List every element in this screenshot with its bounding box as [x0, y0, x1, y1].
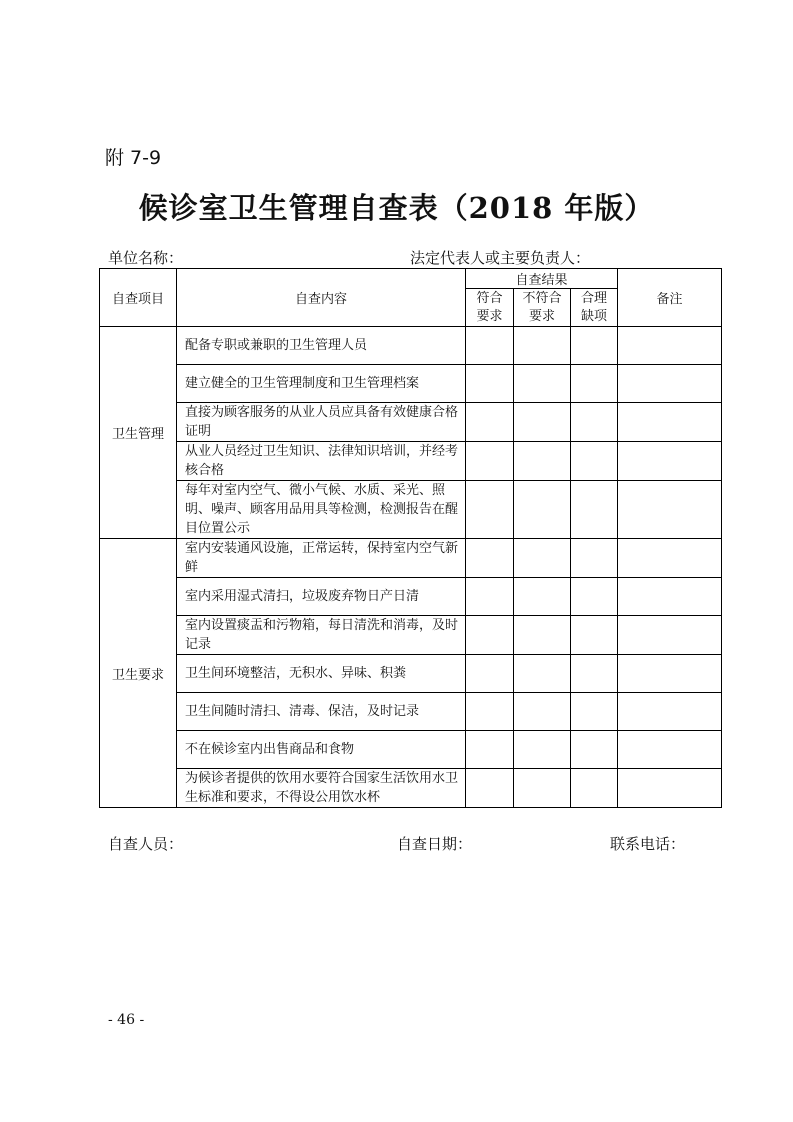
conform-cell[interactable]	[466, 403, 514, 442]
contact-phone-label: 联系电话：	[610, 835, 686, 853]
nonconform-cell[interactable]	[514, 578, 571, 616]
conform-cell[interactable]	[466, 481, 514, 539]
conform-cell[interactable]	[466, 731, 514, 769]
conform-cell[interactable]	[466, 655, 514, 693]
reasonable-missing-cell[interactable]	[571, 655, 618, 693]
nonconform-cell[interactable]	[514, 442, 571, 481]
conform-cell[interactable]	[466, 616, 514, 655]
header-result: 自查结果	[466, 269, 618, 289]
header-reasonable-missing: 合理缺项	[580, 290, 607, 324]
header-nonconform: 不符合要求	[522, 290, 562, 324]
inspection-item: 配备专职或兼职的卫生管理人员	[177, 327, 466, 365]
header-item: 自查项目	[100, 269, 177, 327]
remarks-cell[interactable]	[618, 769, 722, 808]
appendix-label: 附 7-9	[105, 147, 162, 169]
inspection-item: 建立健全的卫生管理制度和卫生管理档案	[177, 365, 466, 403]
remarks-cell[interactable]	[618, 442, 722, 481]
representative-label: 法定代表人或主要负责人：	[410, 249, 591, 267]
conform-cell[interactable]	[466, 769, 514, 808]
section-name: 卫生要求	[100, 539, 177, 808]
inspection-item: 从业人员经过卫生知识、法律知识培训，并经考核合格	[177, 442, 466, 481]
reasonable-missing-cell[interactable]	[571, 442, 618, 481]
nonconform-cell[interactable]	[514, 616, 571, 655]
inspection-item: 直接为顾客服务的从业人员应具备有效健康合格证明	[177, 403, 466, 442]
conform-cell[interactable]	[466, 693, 514, 731]
nonconform-cell[interactable]	[514, 365, 571, 403]
table-row	[100, 616, 722, 655]
table-row	[100, 693, 722, 731]
remarks-cell[interactable]	[618, 578, 722, 616]
nonconform-cell[interactable]	[514, 327, 571, 365]
header-content: 自查内容	[177, 269, 466, 327]
table-row	[100, 578, 722, 616]
remarks-cell[interactable]	[618, 655, 722, 693]
self-inspection-table	[99, 268, 722, 808]
inspection-item: 室内采用湿式清扫，垃圾废弃物日产日清	[177, 578, 466, 616]
nonconform-cell[interactable]	[514, 481, 571, 539]
table-row	[100, 481, 722, 539]
inspection-item: 室内安装通风设施，正常运转，保持室内空气新鲜	[177, 539, 466, 578]
reasonable-missing-cell[interactable]	[571, 578, 618, 616]
inspection-date-label: 自查日期：	[397, 835, 473, 853]
remarks-cell[interactable]	[618, 481, 722, 539]
table-row	[100, 403, 722, 442]
reasonable-missing-cell[interactable]	[571, 731, 618, 769]
conform-cell[interactable]	[466, 539, 514, 578]
table-header-row	[100, 269, 722, 289]
reasonable-missing-cell[interactable]	[571, 539, 618, 578]
table-row	[100, 365, 722, 403]
reasonable-missing-cell[interactable]	[571, 769, 618, 808]
reasonable-missing-cell[interactable]	[571, 481, 618, 539]
section-name: 卫生管理	[100, 327, 177, 539]
nonconform-cell[interactable]	[514, 403, 571, 442]
table-row	[100, 442, 722, 481]
header-remarks: 备注	[618, 269, 722, 327]
unit-name-label: 单位名称：	[108, 249, 184, 267]
remarks-cell[interactable]	[618, 731, 722, 769]
reasonable-missing-cell[interactable]	[571, 616, 618, 655]
conform-cell[interactable]	[466, 442, 514, 481]
table-row	[100, 769, 722, 808]
inspection-item: 室内设置痰盂和污物箱，每日清洗和消毒，及时记录	[177, 616, 466, 655]
remarks-cell[interactable]	[618, 365, 722, 403]
nonconform-cell[interactable]	[514, 769, 571, 808]
reasonable-missing-cell[interactable]	[571, 693, 618, 731]
inspection-item: 卫生间随时清扫、清毒、保洁，及时记录	[177, 693, 466, 731]
header-conform: 符合要求	[476, 290, 503, 324]
page-number: - 46 -	[108, 1012, 145, 1028]
remarks-cell[interactable]	[618, 616, 722, 655]
nonconform-cell[interactable]	[514, 539, 571, 578]
inspection-item: 不在候诊室内出售商品和食物	[177, 731, 466, 769]
reasonable-missing-cell[interactable]	[571, 365, 618, 403]
nonconform-cell[interactable]	[514, 655, 571, 693]
conform-cell[interactable]	[466, 327, 514, 365]
nonconform-cell[interactable]	[514, 693, 571, 731]
reasonable-missing-cell[interactable]	[571, 403, 618, 442]
remarks-cell[interactable]	[618, 693, 722, 731]
inspection-item: 为候诊者提供的饮用水要符合国家生活饮用水卫生标准和要求，不得设公用饮水杯	[177, 769, 466, 808]
reasonable-missing-cell[interactable]	[571, 327, 618, 365]
table-row	[100, 655, 722, 693]
nonconform-cell[interactable]	[514, 731, 571, 769]
conform-cell[interactable]	[466, 578, 514, 616]
inspection-item: 每年对室内空气、微小气候、水质、采光、照明、噪声、顾客用品用具等检测，检测报告在醒目位置公示	[177, 481, 466, 539]
inspector-label: 自查人员：	[108, 835, 184, 853]
inspection-item: 卫生间环境整洁，无积水、异味、积粪	[177, 655, 466, 693]
page-title: 候诊室卫生管理自查表（2018 年版）	[138, 191, 655, 225]
remarks-cell[interactable]	[618, 403, 722, 442]
remarks-cell[interactable]	[618, 539, 722, 578]
remarks-cell[interactable]	[618, 327, 722, 365]
conform-cell[interactable]	[466, 365, 514, 403]
table-row	[100, 539, 722, 578]
table-row	[100, 327, 722, 365]
table-row	[100, 731, 722, 769]
